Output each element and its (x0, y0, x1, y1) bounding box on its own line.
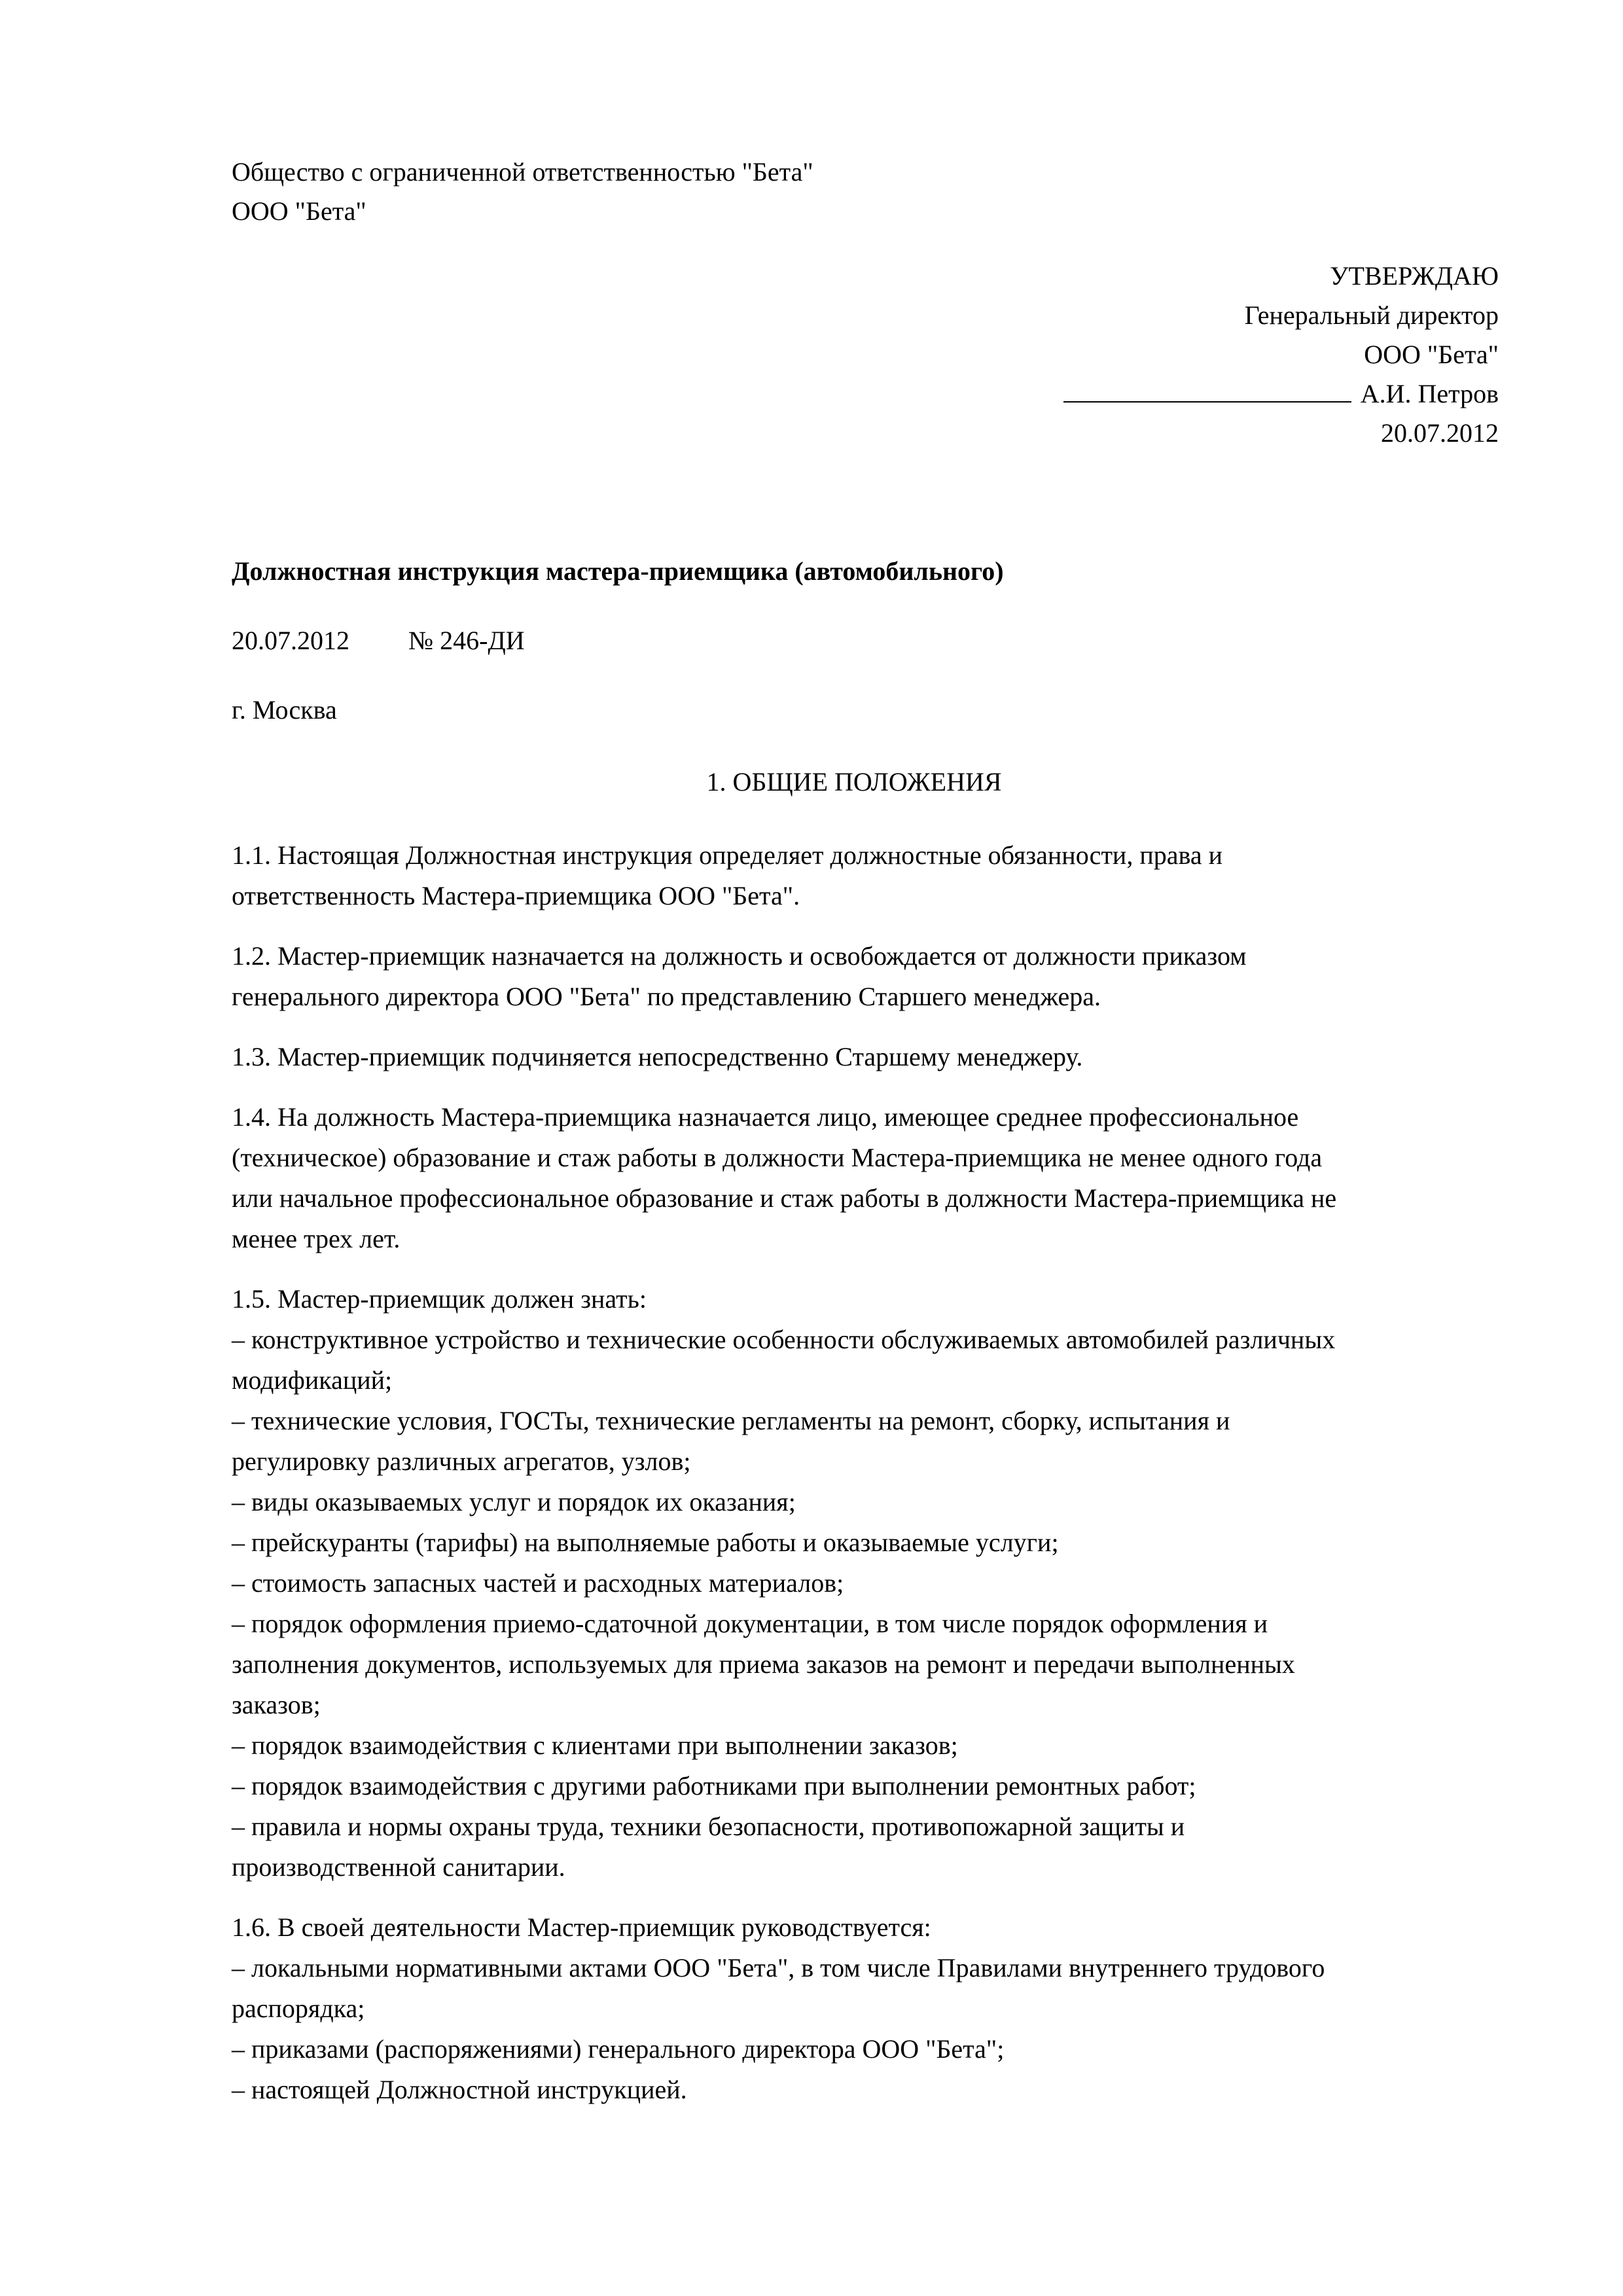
approval-signer: А.И. Петров (1360, 379, 1499, 408)
document-number: № 246-ДИ (408, 626, 525, 655)
paragraph-1-6: 1.6. В своей деятельности Мастер-приемщик руководствуется: – локальными нормативными актами ООО "Бета", в том числе Правилами внутреннего трудового распорядка; – приказами (распоряжениями) генерального директора ООО "Бета"; – настоящей Должностной инструкцией. (232, 1912, 1325, 2104)
paragraph-1-5: 1.5. Мастер-приемщик должен знать: – конструктивное устройство и технические особенности обслуживаемых автомобилей различных модификаций; – технические условия, ГОСТы, технические регламенты на ремонт, сборку, испытания и регулировку различных агрегатов, узлов; – виды оказываемых услуг и порядок их оказания; – прейскуранты (тарифы) на выполняемые работы и оказываемые услуги; – стоимость запасных частей и расходных материалов; – порядок оформления приемо-сдаточной документации, в том числе порядок оформления и заполнения документов, используемых для приема заказов на ремонт и передачи выполненных заказов; – порядок взаимодействия с клиентами при выполнении заказов; – порядок взаимодействия с другими работниками при выполнении ремонтных работ; – правила и нормы охраны труда, техники безопасности, противопожарной защиты и производственной санитарии. (232, 1284, 1336, 1882)
paragraph-1-2: 1.2. Мастер-приемщик назначается на должность и освобождается от должности приказом генерального директора ООО "Бета" по представлению Старшего менеджера. (232, 941, 1247, 1011)
approval-block (1063, 257, 1499, 453)
document-meta (232, 620, 525, 661)
signature-line (1063, 375, 1351, 403)
approval-company: ООО "Бета" (1364, 340, 1499, 369)
approval-signature-row (1063, 374, 1499, 414)
document-date: 20.07.2012 (232, 626, 349, 655)
approval-header: УТВЕРЖДАЮ (1330, 261, 1499, 291)
paragraph-1-4: 1.4. На должность Мастера-приемщика назначается лицо, имеющее среднее профессиональное (техническое) образование и стаж работы в должности Мастера-приемщика не менее одного года или начальное профессиональное образование и стаж работы в должности Мастера-приемщика не менее трех лет. (232, 1102, 1337, 1253)
document-title: Должностная инструкция мастера-приемщика (автомобильного) (232, 556, 1004, 586)
paragraph-1-3: 1.3. Мастер-приемщик подчиняется непосредственно Старшему менеджеру. (232, 1042, 1083, 1071)
org-short-name: ООО "Бета" (232, 196, 366, 226)
section-heading: 1. ОБЩИЕ ПОЛОЖЕНИЯ (706, 767, 1002, 797)
document-city: г. Москва (232, 695, 337, 725)
paragraph-1-1: 1.1. Настоящая Должностная инструкция определяет должностные обязанности, права и ответственность Мастера-приемщика ООО "Бета". (232, 840, 1223, 910)
org-full-name: Общество с ограниченной ответственностью "Бета" (232, 157, 813, 187)
approval-position: Генеральный директор (1244, 300, 1499, 330)
section-body (232, 835, 1475, 2130)
approval-date: 20.07.2012 (1381, 418, 1499, 448)
